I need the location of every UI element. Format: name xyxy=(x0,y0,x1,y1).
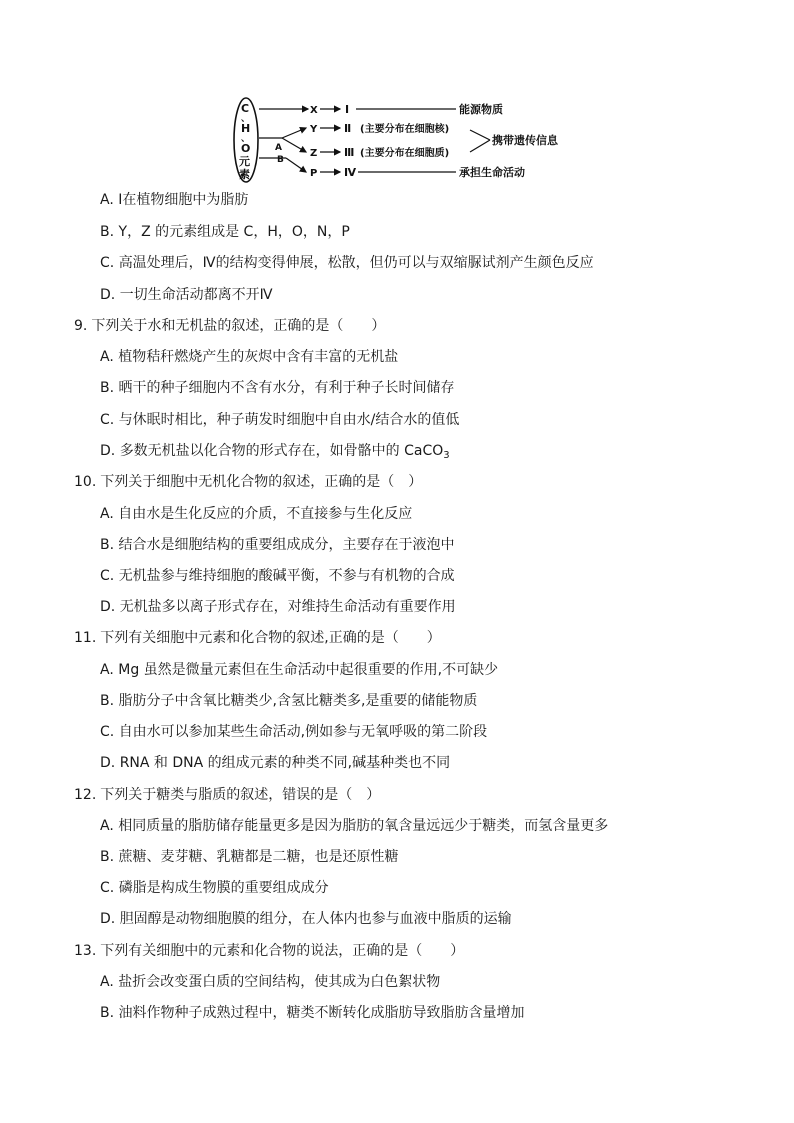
branch-a: A xyxy=(275,143,282,153)
option-text: Mg 虽然是微量元素但在生命活动中起很重要的作用,不可缺少 xyxy=(118,662,499,678)
q11-option-d xyxy=(100,753,450,773)
option-text: 一切生命活动都离不开Ⅳ xyxy=(119,287,273,303)
option-letter: B. xyxy=(100,693,115,709)
branch-b: B xyxy=(277,155,284,165)
function-life: 承担生命活动 xyxy=(459,166,525,179)
question-number: 11. xyxy=(74,630,97,646)
function-energy: 能源物质 xyxy=(459,103,503,116)
question-text: 下列有关细胞中元素和化合物的叙述,正确的是（ ） xyxy=(100,630,441,646)
option-letter: B. xyxy=(100,849,115,865)
q12-option-d xyxy=(100,909,512,929)
q9-option-d xyxy=(100,441,450,461)
option-text: 磷脂是构成生物膜的重要组成成分 xyxy=(118,880,329,896)
option-text: 油料作物种子成熟过程中，糖类不断转化成脂肪导致脂肪含量增加 xyxy=(118,1005,525,1021)
var-z: Z xyxy=(310,148,318,159)
element-compound-diagram xyxy=(228,96,568,188)
note-cytoplasm: (主要分布在细胞质) xyxy=(360,148,450,159)
q8-option-c xyxy=(100,253,594,273)
function-genetic: 携带遗传信息 xyxy=(492,134,558,147)
q11-option-a xyxy=(100,660,498,680)
q11-option-c xyxy=(100,722,487,742)
q13-option-a xyxy=(100,972,440,992)
oval-char: C xyxy=(241,102,250,115)
q12-option-a xyxy=(100,816,608,836)
option-letter: A. xyxy=(100,506,114,522)
q13-stem xyxy=(74,941,464,961)
option-letter: A. xyxy=(100,818,114,834)
oval-char: 、 xyxy=(241,114,251,124)
option-letter: D. xyxy=(100,443,116,459)
option-text: 自由水可以参加某些生命活动,例如参与无氧呼吸的第二阶段 xyxy=(118,724,488,740)
oval-char: 元 xyxy=(239,155,250,168)
option-text: 自由水是生化反应的介质，不直接参与生化反应 xyxy=(118,506,413,522)
option-text: 盐折会改变蛋白质的空间结构，使其成为白色絮状物 xyxy=(118,974,441,990)
option-letter: D. xyxy=(100,755,116,771)
roman-3: Ⅲ xyxy=(344,146,355,159)
var-p: P xyxy=(310,168,318,179)
q9-option-c xyxy=(100,410,459,430)
option-text: 脂肪分子中含氧比糖类少,含氢比糖类多,是重要的储能物质 xyxy=(118,693,478,709)
option-letter: C. xyxy=(100,568,115,584)
option-letter: A. xyxy=(100,662,114,678)
question-number: 13. xyxy=(74,943,97,959)
option-letter: A. xyxy=(100,349,114,365)
option-text: 无机盐参与维持细胞的酸碱平衡，不参与有机物的合成 xyxy=(118,568,455,584)
option-text: Ⅰ在植物细胞中为脂肪 xyxy=(118,192,249,208)
q8-option-d xyxy=(100,285,273,305)
q10-stem xyxy=(74,472,422,492)
oval-char: H xyxy=(241,122,251,135)
oval-char: 、 xyxy=(241,134,251,144)
option-letter: A. xyxy=(100,974,114,990)
option-text: 与休眠时相比，种子萌发时细胞中自由水/结合水的值低 xyxy=(118,412,460,428)
note-nucleus: (主要分布在细胞核) xyxy=(360,124,450,135)
q12-option-b xyxy=(100,847,399,867)
oval-char: 素 xyxy=(239,168,250,181)
q13-option-b xyxy=(100,1003,525,1023)
option-letter: C. xyxy=(100,724,115,740)
q12-stem xyxy=(74,785,380,805)
q10-option-d xyxy=(100,597,456,617)
option-text: 结合水是细胞结构的重要组成成分，主要存在于液泡中 xyxy=(118,537,455,553)
option-letter: C. xyxy=(100,412,115,428)
option-letter: B. xyxy=(100,537,115,553)
roman-1: Ⅰ xyxy=(345,103,350,116)
option-letter: D. xyxy=(100,599,116,615)
option-text: 胆固醇是动物细胞膜的组分，在人体内也参与血液中脂质的运输 xyxy=(119,911,512,927)
option-text: 多数无机盐以化合物的形式存在，如骨骼中的 CaCO xyxy=(119,443,444,459)
question-number: 10. xyxy=(74,474,97,490)
q8-option-a xyxy=(100,190,248,210)
option-letter: B. xyxy=(100,1005,115,1021)
q9-stem xyxy=(74,316,385,336)
option-letter: D. xyxy=(100,287,116,303)
question-text: 下列有关细胞中的元素和化合物的说法，正确的是（ ） xyxy=(100,943,465,959)
q9-option-a xyxy=(100,347,398,367)
diagram-svg xyxy=(228,96,568,188)
q11-option-b xyxy=(100,691,477,711)
oval-char: O xyxy=(241,142,251,155)
option-letter: C. xyxy=(100,880,115,896)
q10-option-a xyxy=(100,504,412,524)
var-x: X xyxy=(310,105,318,116)
option-text: 相同质量的脂肪储存能量更多是因为脂肪的氧含量远远少于糖类，而氢含量更多 xyxy=(118,818,609,834)
option-letter: C. xyxy=(100,255,115,271)
var-y: Y xyxy=(310,124,318,135)
option-letter: B. xyxy=(100,380,115,396)
question-number: 9. xyxy=(74,318,88,334)
roman-4: Ⅳ xyxy=(344,166,357,179)
option-text: 无机盐多以离子形式存在，对维持生命活动有重要作用 xyxy=(119,599,456,615)
q8-option-b xyxy=(100,222,350,242)
subscript: 3 xyxy=(443,450,450,461)
question-text: 下列关于糖类与脂质的叙述，错误的是（ ） xyxy=(100,787,381,803)
question-text: 下列关于细胞中无机化合物的叙述，正确的是（ ） xyxy=(100,474,423,490)
q9-option-b xyxy=(100,378,455,398)
option-text: 植物秸秆燃烧产生的灰烬中含有丰富的无机盐 xyxy=(118,349,399,365)
q10-option-c xyxy=(100,566,455,586)
option-text: 晒干的种子细胞内不含有水分，有利于种子长时间储存 xyxy=(118,380,455,396)
option-text: 蔗糖、麦芽糖、乳糖都是二糖，也是还原性糖 xyxy=(118,849,399,865)
question-text: 下列关于水和无机盐的叙述，正确的是（ ） xyxy=(91,318,386,334)
option-text: Y，Z 的元素组成是 C，H，O，N，P xyxy=(118,224,350,240)
q11-stem xyxy=(74,628,441,648)
roman-2: Ⅱ xyxy=(344,122,352,135)
q10-option-b xyxy=(100,535,455,555)
option-text: 高温处理后，Ⅳ的结构变得伸展，松散，但仍可以与双缩脲试剂产生颜色反应 xyxy=(118,255,594,271)
option-letter: D. xyxy=(100,911,116,927)
option-letter: A. xyxy=(100,192,114,208)
option-text: RNA 和 DNA 的组成元素的种类不同,碱基种类也不同 xyxy=(119,755,451,771)
q12-option-c xyxy=(100,878,329,898)
question-number: 12. xyxy=(74,787,97,803)
option-letter: B. xyxy=(100,224,115,240)
